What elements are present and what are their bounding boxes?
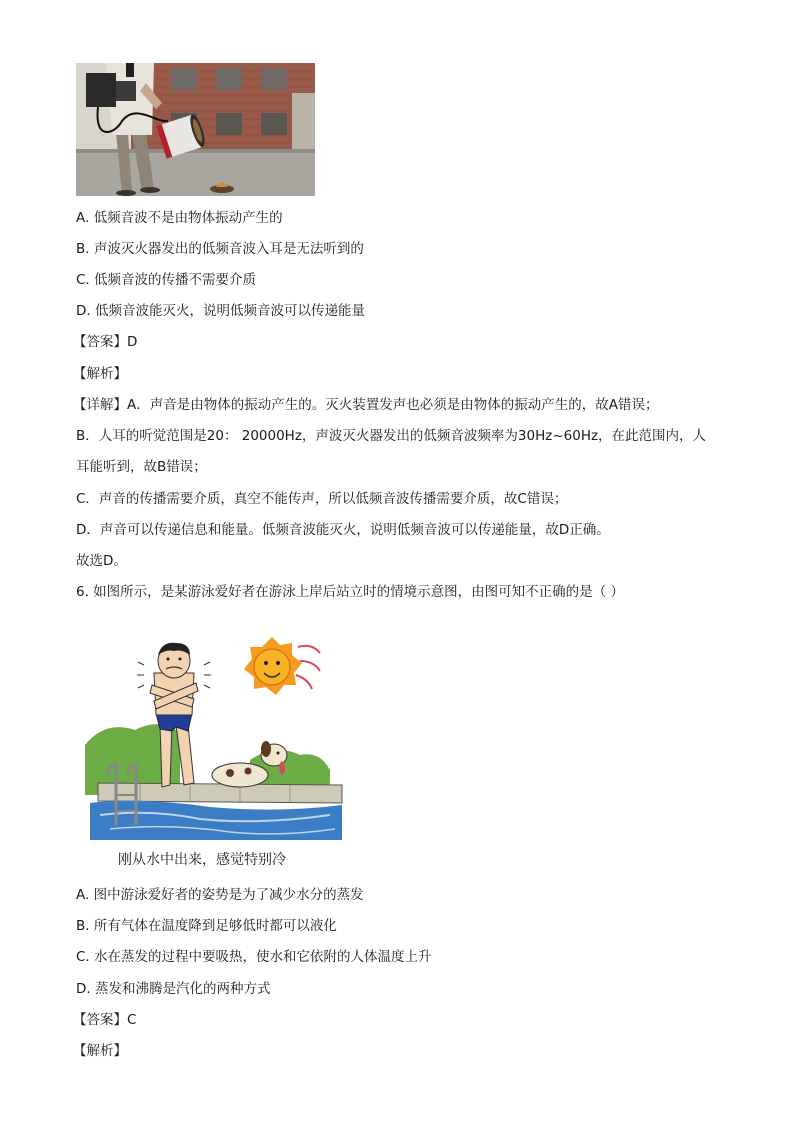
q6-option-b: B. 所有气体在温度降到足够低时都可以液化 [76, 918, 337, 934]
q5-detail-d: D．声音可以传递信息和能量。低频音波能灭火，说明低频音波可以传递能量，故D正确。 [76, 522, 610, 538]
q5-answer: 【答案】D [73, 334, 138, 350]
q5-option-d: D. 低频音波能灭火，说明低频音波可以传递能量 [76, 303, 365, 319]
q6-option-d: D. 蒸发和沸腾是汽化的两种方式 [76, 981, 271, 997]
q6-option-a: A. 图中游泳爱好者的姿势是为了减少水分的蒸发 [76, 887, 364, 903]
q6-answer: 【答案】C [73, 1012, 137, 1028]
q5-analysis-label: 【解析】 [73, 366, 127, 382]
q5-option-a: A. 低频音波不是由物体振动产生的 [76, 210, 283, 226]
q5-conclusion: 故选D。 [76, 553, 127, 569]
q6-figure-caption: 刚从水中出来，感觉特别冷 [118, 852, 286, 868]
q5-detail-c: C．声音的传播需要介质，真空不能传声，所以低频音波传播需要介质，故C错误； [76, 491, 568, 507]
q5-detail-b-cont: 耳能听到，故B错误； [76, 459, 207, 475]
q5-detail-b: B．人耳的听觉范围是20： 20000Hz，声波灭火器发出的低频音波频率为30Hz~60Hz，在此范围内，人 [76, 428, 707, 444]
fire-extinguisher-photo [76, 63, 315, 196]
q5-option-c: C. 低频音波的传播不需要介质 [76, 272, 257, 288]
q5-detail-a: 【详解】A．声音是由物体的振动产生的。灭火装置发声也必须是由物体的振动产生的，故A错误； [73, 397, 659, 413]
q6-option-c: C. 水在蒸发的过程中要吸热，使水和它依附的人体温度上升 [76, 949, 432, 965]
swimmer-cartoon [80, 625, 344, 840]
q6-question: 6. 如图所示，是某游泳爱好者在游泳上岸后站立时的情境示意图，由图可知不正确的是（ ） [76, 584, 624, 600]
q5-option-b: B. 声波灭火器发出的低频音波入耳是无法听到的 [76, 241, 364, 257]
q6-analysis-label: 【解析】 [73, 1043, 127, 1059]
